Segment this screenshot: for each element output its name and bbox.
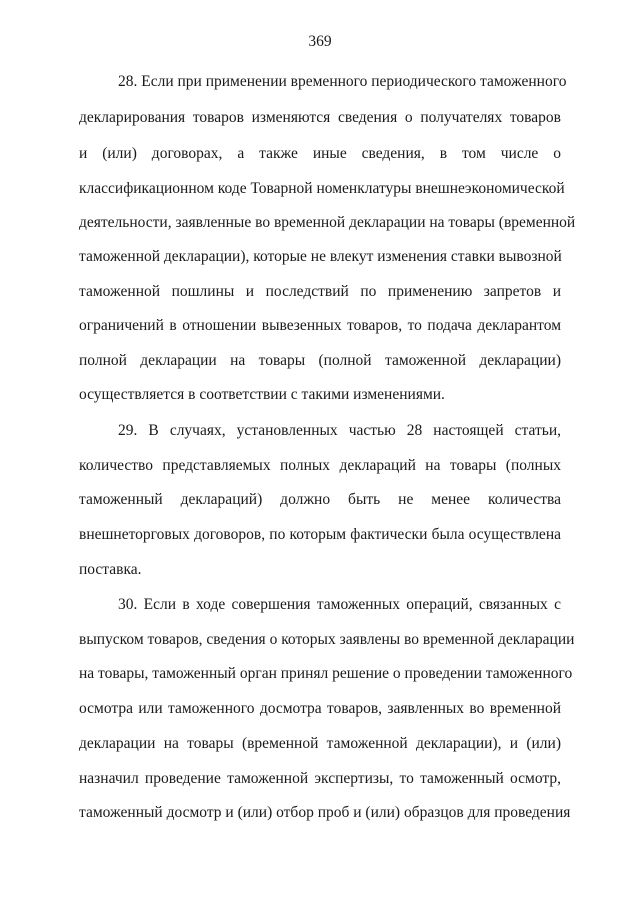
- text-line: таможенной пошлины и последствий по применению запретов и: [79, 283, 561, 300]
- page-number: 369: [308, 33, 332, 50]
- text-line: декларации на товары (временной таможенной декларации), и (или): [79, 735, 561, 752]
- text-line: ограничений в отношении вывезенных товаров, то подача декларантом: [79, 317, 561, 334]
- text-line: выпуском товаров, сведения о которых заявлены во временной декларации: [79, 631, 575, 648]
- text-line: деятельности, заявленные во временной декларации на товары (временной: [79, 214, 576, 231]
- text-line: осмотра или таможенного досмотра товаров, заявленных во временной: [79, 700, 561, 717]
- text-line: осуществляется в соответствии с такими изменениями.: [79, 386, 445, 403]
- text-line: количество представляемых полных деклараций на товары (полных: [79, 457, 561, 474]
- text-line: поставка.: [79, 561, 142, 578]
- text-line: таможенной декларации), которые не влекут изменения ставки вывозной: [79, 248, 562, 265]
- text-line: декларирования товаров изменяются сведения о получателях товаров: [79, 109, 561, 126]
- text-line: 30. Если в ходе совершения таможенных операций, связанных с: [118, 596, 561, 613]
- text-line: назначил проведение таможенной экспертизы, то таможенный осмотр,: [79, 770, 561, 787]
- text-line: внешнеторговых договоров, по которым фактически была осуществлена: [79, 526, 561, 543]
- text-line: классификационном коде Товарной номенклатуры внешнеэкономической: [79, 180, 565, 197]
- text-line: 29. В случаях, установленных частью 28 настоящей статьи,: [118, 422, 561, 439]
- text-line: на товары, таможенный орган принял решение о проведении таможенного: [79, 665, 573, 682]
- text-line: таможенный деклараций) должно быть не менее количества: [79, 491, 561, 508]
- text-line: и (или) договорах, а также иные сведения, в том числе о: [79, 145, 561, 162]
- text-line: 28. Если при применении временного периодического таможенного: [118, 73, 567, 90]
- text-line: таможенный досмотр и (или) отбор проб и (или) образцов для проведения: [79, 804, 571, 821]
- text-line: полной декларации на товары (полной таможенной декларации): [79, 352, 561, 369]
